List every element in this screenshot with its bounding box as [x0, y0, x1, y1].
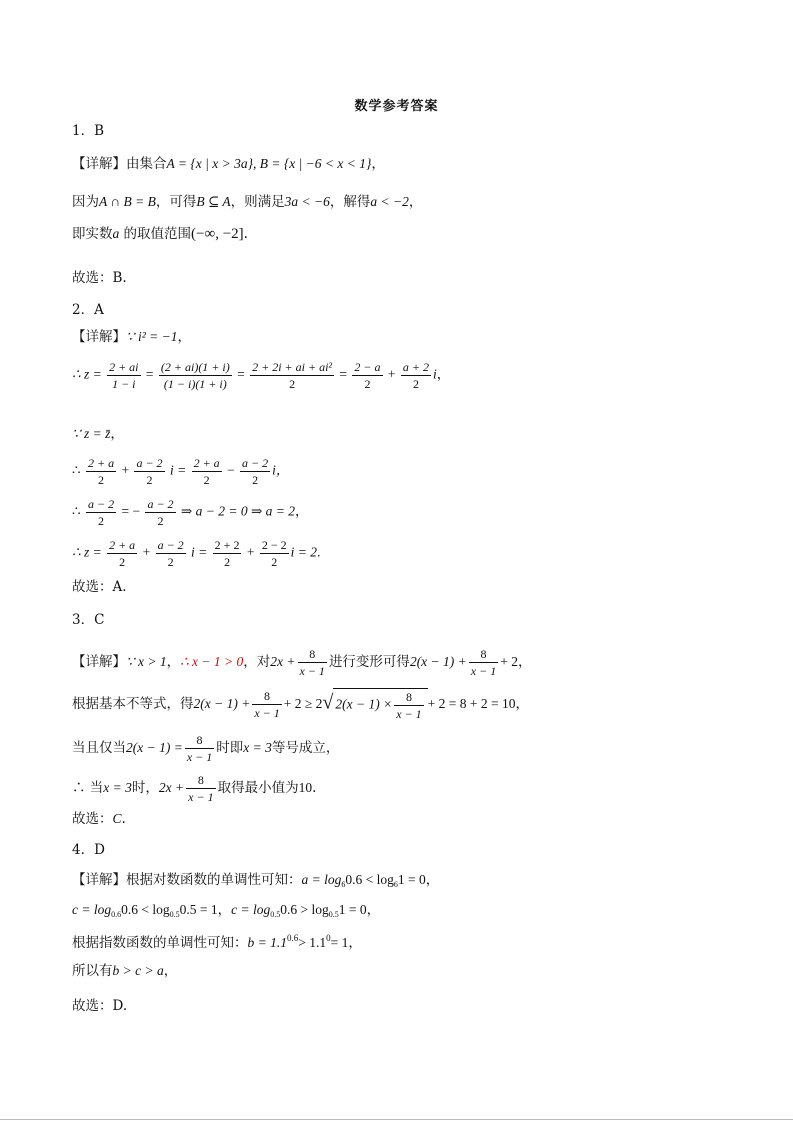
- q4-line-1: 【详解】根据对数函数的单调性可知：$a = \log_60.6 < \log_61 = 0$，: [72, 872, 440, 889]
- fraction: $\frac{a - 2}{2}$: [242, 456, 269, 487]
- detail-label: 【详解】: [72, 329, 126, 345]
- sqrt-expr: √ 2(x − 1) × $\frac{8}{x - 1}$: [322, 688, 427, 721]
- math-expr: A = {x | x > 3a}, B = {x | −6 < x < 1}: [166, 156, 372, 171]
- fraction: $\frac{2 + a}{2}$: [87, 456, 115, 487]
- q1-answer: 故选：B.: [72, 270, 127, 286]
- q1-line-2: 因为A ∩ B = B，可得B ⊆ A，则满足3a < −6，解得a < −2，: [72, 194, 423, 210]
- math-expr: A ∩ B = B: [99, 194, 156, 209]
- math-expr: 3a < −6: [284, 194, 330, 209]
- fraction: $\frac{\text{2 + 2i + ai + ai²}}{2}$: [252, 360, 333, 391]
- q1-heading: 1．B: [72, 123, 105, 139]
- q4-heading: 4．D: [72, 842, 105, 858]
- q4-line-3: 根据指数函数的单调性可知：$b = 1.1^{0.6}> 1.1^0= 1$，: [72, 933, 362, 951]
- math-expr: a: [112, 226, 120, 241]
- math-expr: B ⊆ A: [196, 194, 231, 209]
- fraction: $\frac{a - 2}{2}$: [87, 497, 115, 528]
- fraction: $\frac{2 + ai}{1 - i}$: [109, 360, 139, 391]
- page-bottom-divider: [0, 1119, 793, 1120]
- math-expr: a < −2: [370, 194, 409, 209]
- q3-line-2: 根据基本不等式，得2(x − 1) + $\frac{8}{x - 1}$ + 2 ≥ 2√ 2(x − 1) × $\frac{8}{x - 1}$ + 2 = 8 + 2 = 10，: [72, 689, 530, 721]
- q1-line-1: 【详解】由集合A = {x | x > 3a}, B = {x | −6 < x < 1}，: [72, 156, 385, 172]
- fraction: $\frac{a - 2}{2}$: [157, 538, 184, 569]
- q2-line-5: ∴ $\frac{a - 2}{2}$ = − $\frac{a - 2}{2}$ ⇒ a − 2 = 0 ⇒ a = 2，: [72, 497, 309, 528]
- q3-heading: 3．C: [72, 612, 105, 628]
- fraction: $\frac{2 - 2}{2}$: [261, 538, 287, 569]
- fraction: $\frac{(2 + ai)(1 + i)}{(1 - i)(1 + i)}$: [160, 360, 230, 391]
- q4-line-4: 所以有b > c > a，: [72, 963, 178, 979]
- q2-line-6: ∴ z = $\frac{2 + a}{2}$ + $\frac{a - 2}{2}$ i = $\frac{2 + 2}{2}$ + $\frac{2 - 2}{2}$ i = 2.: [72, 538, 321, 569]
- q3-answer: 故选：C.: [72, 811, 126, 827]
- q2-line-1: 【详解】∵ i² = −1，: [72, 329, 191, 345]
- q1-line-3: 即实数a 的取值范围(−∞, −2].: [72, 226, 248, 242]
- fraction: $\frac{8}{x - 1}$: [470, 647, 497, 678]
- highlighted-math-expr: ∴ x − 1 > 0: [180, 654, 244, 669]
- fraction: $\frac{a + 2}{2}$: [402, 360, 429, 391]
- detail-label: 【详解】: [72, 156, 126, 172]
- fraction: $\frac{8}{x - 1}$: [188, 773, 214, 804]
- math-expr: ∵ i² = −1: [126, 329, 178, 344]
- q4-line-2: $c = \log_{0.6}0.6 < \log_{0.5}0.5 = 1$，$c = \log_{0.5}0.6 > \log_{0.5}1 = 0$，: [72, 902, 381, 919]
- q2-line-4: ∴ $\frac{2 + a}{2}$ + $\frac{a - 2}{2}$ i = $\frac{2 + a}{2}$ − $\frac{a - 2}{2}$ i，: [72, 456, 290, 487]
- detail-label: 【详解】: [72, 654, 126, 670]
- fraction: $\frac{8}{x - 1}$: [299, 647, 325, 678]
- q3-line-3: 当且仅当2(x − 1) = $\frac{8}{x - 1}$ 时即x = 3等号成立，: [72, 733, 340, 764]
- fraction: $\frac{2 + a}{2}$: [109, 538, 136, 569]
- q3-line-4: ∴ 当x = 3时，2x + $\frac{8}{x - 1}$ 取得最小值为10.: [72, 773, 317, 804]
- fraction: $\frac{8}{x - 1}$: [396, 690, 422, 721]
- fraction: $\frac{2 + a}{2}$: [193, 456, 220, 487]
- q3-line-1: 【详解】∵ x > 1，∴ x − 1 > 0，对2x + $\frac{8}{x - 1}$ 进行变形可得2(x − 1) + $\frac{8}{x - 1}$ + 2，: [72, 647, 532, 678]
- q2-answer: 故选：A.: [72, 579, 127, 595]
- fraction: $\frac{a - 2}{2}$: [147, 497, 174, 528]
- detail-label: 【详解】: [72, 872, 126, 888]
- q2-line-2: ∴ z = $\frac{2 + ai}{1 - i}$ = $\frac{(2 + ai)(1 + i)}{(1 - i)(1 + i)}$ = $\frac{\text{2 + 2i + ai + ai²}}{2}$ = $\frac{2 - a}{2}$ + $\frac{a + 2}{2}$ i，: [72, 360, 451, 391]
- q4-answer: 故选：D.: [72, 998, 128, 1014]
- math-expr: (−∞, −2]: [191, 226, 244, 242]
- page-title: 数学参考答案: [354, 99, 439, 114]
- q2-heading: 2．A: [72, 302, 104, 318]
- fraction: $\frac{a - 2}{2}$: [136, 456, 163, 487]
- fraction: $\frac{8}{x - 1}$: [186, 733, 213, 764]
- q2-line-3: ∵ z = z̄，: [72, 426, 124, 442]
- fraction: $\frac{2 - a}{2}$: [354, 360, 381, 391]
- math-expr: ∵ x > 1: [126, 654, 167, 669]
- math-expr: ∵ z = z̄: [72, 426, 111, 441]
- fraction: $\frac{8}{x - 1}$: [254, 689, 280, 720]
- fraction: $\frac{2 + 2}{2}$: [214, 538, 240, 569]
